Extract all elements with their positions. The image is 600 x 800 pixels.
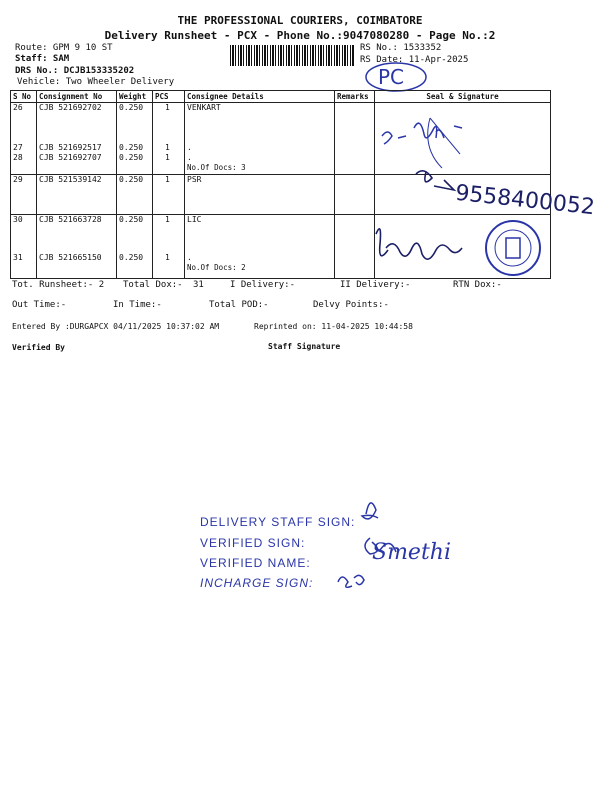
docs-count: No.Of Docs: 2 xyxy=(187,262,246,272)
consignee-cell: VENKART xyxy=(187,103,221,112)
consignment-cell: CJB 521539142 xyxy=(39,175,102,184)
consignment-cell: CJB 521692702 xyxy=(39,103,102,112)
weight-cell: 0.250 xyxy=(119,152,144,162)
consignee-cell: . xyxy=(187,252,192,262)
pc-mark-text: PC xyxy=(378,65,405,89)
weight-cell: 0.250 xyxy=(119,142,144,152)
delvy-points-label: Delvy Points:- xyxy=(313,300,389,310)
col-remarks: Remarks xyxy=(335,91,375,103)
staff-signature: Staff Signature xyxy=(268,342,341,351)
weight-cell: 0.250 xyxy=(119,175,144,184)
stamp-verified-sign: VERIFIED SIGN: xyxy=(200,536,306,550)
consignment-cell: CJB 521663728 xyxy=(39,215,102,224)
consignment-cell: CJB 521665150 xyxy=(39,252,102,262)
consignee-cell: . xyxy=(187,152,192,162)
tot-runsheet: Tot. Runsheet:- 2 xyxy=(12,280,105,290)
total-dox-value: 31 xyxy=(193,280,204,290)
weight-cell: 0.250 xyxy=(119,252,144,262)
handwritten-name: Smethi xyxy=(372,540,451,565)
col-consignee: Consignee Details xyxy=(185,91,335,103)
pcs-cell: 1 xyxy=(165,215,170,224)
rs-number: RS No.: 1533352 xyxy=(360,43,442,53)
in-time-label: In Time:- xyxy=(113,300,162,310)
pcs-cell: 1 xyxy=(165,175,170,184)
col-pcs: PCS xyxy=(153,91,185,103)
drs-number: DRS No.: DCJB153335202 xyxy=(15,66,135,76)
runsheet-title: Delivery Runsheet - PCX - Phone No.:9047080280 - Page No.:2 xyxy=(104,29,496,42)
vehicle-label: Vehicle: Two Wheeler Delivery xyxy=(17,77,175,87)
col-weight: Weight xyxy=(117,91,153,103)
sno-cell: 26 xyxy=(13,103,23,112)
consignee-cell: LIC xyxy=(187,215,202,224)
barcode-image xyxy=(230,45,355,66)
consignee-cell: . xyxy=(187,142,192,152)
sno-cell: 30 xyxy=(13,215,23,224)
company-title: THE PROFESSIONAL COURIERS, COIMBATORE xyxy=(177,14,423,27)
docs-count: No.Of Docs: 3 xyxy=(187,162,246,172)
pcs-cell: 1 xyxy=(165,252,170,262)
stamp-delivery-staff-sign: DELIVERY STAFF SIGN: xyxy=(200,515,356,529)
i-delivery-label: I Delivery:- xyxy=(230,280,296,290)
stamp-incharge-sign: INCHARGE SIGN: xyxy=(200,576,314,590)
pc-handwritten-mark xyxy=(368,62,428,92)
out-time-label: Out Time:- xyxy=(12,300,67,310)
sno-cell: 28 xyxy=(13,152,23,162)
route-label: Route: GPM 9 10 ST xyxy=(15,43,113,53)
sno-cell: 31 xyxy=(13,252,23,262)
pcs-cell: 1 xyxy=(165,142,170,152)
pcs-cell: 1 xyxy=(165,103,170,112)
handwritten-phone: 9558400052 xyxy=(454,180,596,221)
total-pod-label: Total POD:- xyxy=(209,300,269,310)
entered-by: Entered By :DURGAPCX 04/11/2025 10:37:02 AM xyxy=(12,322,220,331)
stamp-verified-name: VERIFIED NAME: xyxy=(200,556,311,570)
weight-cell: 0.250 xyxy=(119,215,144,224)
reprinted-on: Reprinted on: 11-04-2025 10:44:58 xyxy=(254,322,413,331)
pcs-cell: 1 xyxy=(165,152,170,162)
col-consignment: Consignment No xyxy=(37,91,117,103)
total-dox-label: Total Dox:- xyxy=(123,280,183,290)
rs-date: RS Date: 11-Apr-2025 xyxy=(360,55,469,65)
ii-delivery-label: II Delivery:- xyxy=(340,280,411,290)
col-sno: S No xyxy=(11,91,37,103)
staff-label: Staff: SAM xyxy=(15,54,70,64)
stamp-signatures xyxy=(330,490,450,600)
weight-cell: 0.250 xyxy=(119,103,144,112)
consignee-cell: PSR xyxy=(187,175,202,184)
round-seal-stamp xyxy=(478,218,548,278)
col-seal: Seal & Signature xyxy=(375,91,551,103)
sno-cell: 29 xyxy=(13,175,23,184)
rtn-dox-label: RTN Dox:- xyxy=(453,280,502,290)
verified-by: Verified By xyxy=(12,343,65,352)
consignment-cell: CJB 521692707 xyxy=(39,152,102,162)
sno-cell: 27 xyxy=(13,142,23,152)
consignment-cell: CJB 521692517 xyxy=(39,142,102,152)
